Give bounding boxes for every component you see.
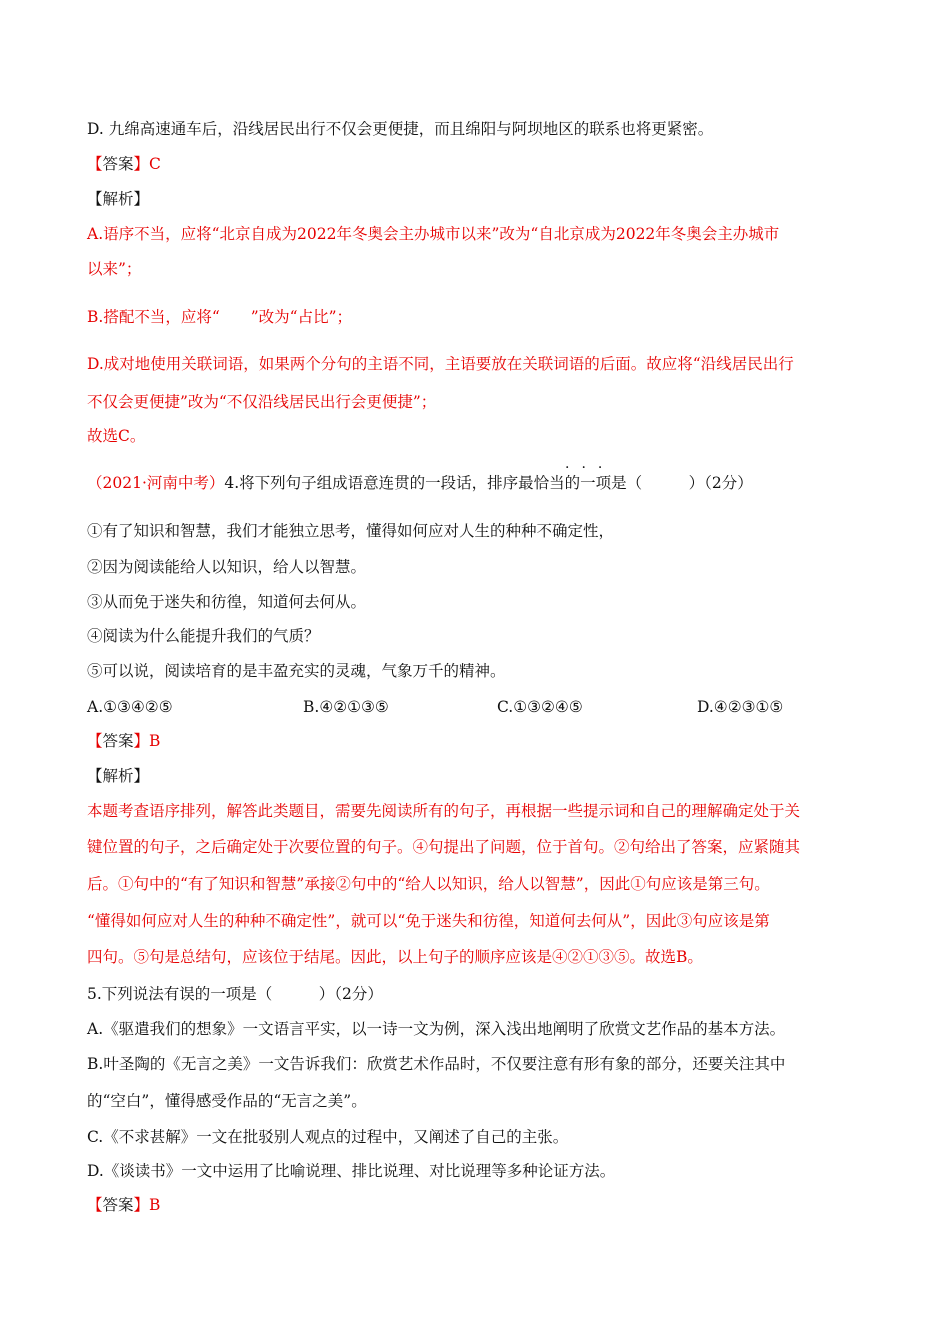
question-5-option-b-line1: B.叶圣陶的《无言之美》一文告诉我们：欣赏艺术作品时，不仅要注意有形有象的部分，还要关注其中 [87,1055,786,1073]
analysis-b: B.搭配不当，应将“ ”改为“占比”； [87,308,353,326]
sentence-4: ④阅读为什么能提升我们的气质？ [87,627,320,645]
answer-word-2: 答案 [102,732,134,750]
answer-bracket-right-3: 】 [133,1196,150,1214]
option-d: D.④②③①⑤ [697,698,784,716]
sentence-2: ②因为阅读能给人以知识，给人以智慧。 [87,558,367,576]
option-d-previous: D. 九绵高速通车后，沿线居民出行不仅会更便捷，而且绵阳与阿坝地区的联系也将更紧密。 [87,120,714,138]
analysis-2-line3: 后。①句中的“有了知识和智慧”承接②句中的“给人以知识，给人以智慧”，因此①句应该是第三句。 [87,875,770,893]
analysis-2-line1: 本题考查语序排列，解答此类题目，需要先阅读所有的句子，再根据一些提示词和自己的理解确定处于关 [87,802,801,820]
question-5-option-c: C.《不求甚解》一文在批驳别人观点的过程中，又阐述了自己的主张。 [87,1128,569,1146]
answer-bracket-right-2: 】 [133,732,150,750]
question-5: 5.下列说法有误的一项是（ ）（2分） [87,985,383,1003]
question-4-text: 4.将下列句子组成语意连贯的一段话，排序最恰当的一项是（ ）（2分） [224,474,753,492]
analysis-d-line1: D.成对地使用关联词语，如果两个分句的主语不同，主语要放在关联词语的后面。故应将“沿线居民出行 [87,355,794,373]
answer-value: C [149,155,161,173]
sentence-1: ①有了知识和智慧，我们才能独立思考，懂得如何应对人生的种种不确定性， [87,522,615,540]
question-4 [87,472,753,494]
analysis-d-line2: 不仅会更便捷”改为“不仅沿线居民出行会更便捷”； [87,393,437,411]
answer-word-3: 答案 [102,1196,134,1214]
sentence-3: ③从而免于迷失和彷徨，知道何去何从。 [87,593,367,611]
analysis-conclusion: 故选C。 [87,427,146,445]
answer-label-3 [87,1194,160,1216]
answer-value-2: B [149,732,161,750]
analysis-label-2: 【解析】 [87,767,150,785]
analysis-a-line1: A.语序不当，应将“北京自成为2022年冬奥会主办城市以来”改为“自北京成为2022年冬奥会主办城市 [87,225,780,243]
answer-bracket-left-3: 【 [87,1196,103,1214]
sentence-5: ⑤可以说，阅读培育的是丰盈充实的灵魂，气象万千的精神。 [87,662,506,680]
emphasis-dots: ··· [565,460,615,476]
analysis-2-line5: 四句。⑤句是总结句，应该位于结尾。因此，以上句子的顺序应该是④②①③⑤。故选B。 [87,948,703,966]
answer-bracket-left: 【 [87,155,103,173]
answer-bracket-right: 】 [133,155,150,173]
answer-word: 答案 [102,155,134,173]
answer-value-3: B [149,1196,161,1214]
analysis-a-line2: 以来”； [87,260,142,278]
option-c: C.①③②④⑤ [497,698,583,716]
question-5-option-a: A.《驱遣我们的想象》一文语言平实，以一诗一文为例，深入浅出地阐明了欣赏文艺作品的基本方法。 [87,1020,786,1038]
question-4-source: （2021·河南中考） [87,474,225,492]
option-b: B.④②①③⑤ [303,698,389,716]
question-5-option-b-line2: 的“空白”，懂得感受作品的“无言之美”。 [87,1092,367,1110]
answer-label-2 [87,730,160,752]
analysis-label: 【解析】 [87,190,150,208]
analysis-2-line4: “懂得如何应对人生的种种不确定性”，就可以“免于迷失和彷徨，知道何去何从”，因此③句应该是第 [87,912,770,930]
option-a: A.①③④②⑤ [87,698,173,716]
answer-bracket-left-2: 【 [87,732,103,750]
answer-label [87,153,161,175]
analysis-2-line2: 键位置的句子，之后确定处于次要位置的句子。④句提出了问题，位于首句。②句给出了答案，应紧随其 [87,838,801,856]
question-5-option-d: D.《谈读书》一文中运用了比喻说理、排比说理、对比说理等多种论证方法。 [87,1162,616,1180]
